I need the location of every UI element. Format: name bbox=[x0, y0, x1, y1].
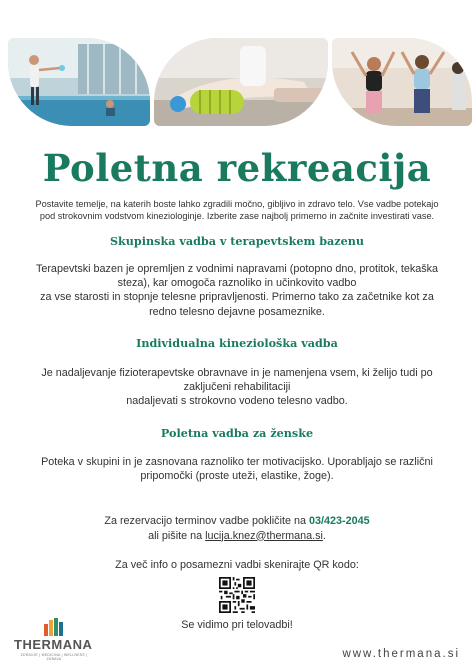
photo-women-fitness bbox=[332, 38, 472, 126]
section-heading-pool: Skupinska vadba v terapevtskem bazenu bbox=[109, 234, 365, 248]
section-heading-kinesiology: Individualna kineziološka vadba bbox=[136, 336, 338, 350]
header-photos bbox=[8, 38, 470, 128]
photo-pool-exercise bbox=[8, 38, 150, 126]
section-body-kinesiology: Je nadaljevanje fizioterapevtske obravnave in je namenjena vsem, ki želijo tudi po zaključeni rehabilitaciji nadaljevati s strokovno vodeno telesno vadbo. bbox=[41, 367, 433, 408]
contact-info: Za rezervacijo terminov vadbe pokličite na 03/423-2045 ali pišite na lucija.knez@thermana.si. bbox=[104, 515, 370, 542]
contact-email-prefix: ali pišite na bbox=[148, 529, 206, 542]
photo-foam-roller bbox=[154, 38, 328, 126]
logo-tagline: ZDRAVJE | MEDICINA | WELLNESS | ZABAVA bbox=[20, 653, 88, 661]
logo-bars-icon bbox=[44, 618, 64, 636]
website-link[interactable]: www.thermana.si bbox=[342, 648, 460, 660]
intro-text: Postavite temelje, na katerih boste lahko zgradili močno, gibljivo in zdravo telo. Vse vadbe potekajo pod strokovnim vodstvom kineziologinje. Izberite zase najbolj primerno in začnite investirati vase. bbox=[35, 199, 439, 222]
section-body-women: Poteka v skupini in je zasnovana raznoliko ter motivacijsko. Uporabljajo se različni pripomočki (proste uteži, elastike, žoge). bbox=[41, 456, 433, 483]
qr-instruction: Za več info o posamezni vadbi skenirajte QR kodo: bbox=[115, 559, 359, 571]
section-heading-women: Poletna vadba za ženske bbox=[160, 426, 314, 440]
closing-text: Se vidimo pri telovadbi! bbox=[181, 619, 293, 631]
qr-code-icon[interactable] bbox=[219, 577, 255, 613]
page-title: Poletna rekreacija bbox=[42, 146, 432, 190]
section-body-pool: Terapevtski bazen je opremljen z vodnimi napravami (potopno dno, protitok, tekaška steza), kar omogoča raznoliko in učinkovito vadbo za vse starosti in stopnje telesne pripravljenosti. Primerno tako za začetnike kot za redno telesno dejavne posameznike. bbox=[35, 263, 439, 318]
logo-name: THERMANA bbox=[14, 637, 93, 652]
contact-text: Za rezervacijo terminov vadbe pokličite na bbox=[104, 515, 309, 527]
phone-number[interactable]: 03/423-2045 bbox=[309, 515, 370, 527]
thermana-logo bbox=[14, 618, 94, 662]
email-link[interactable]: lucija.knez@thermana.si bbox=[205, 529, 323, 542]
